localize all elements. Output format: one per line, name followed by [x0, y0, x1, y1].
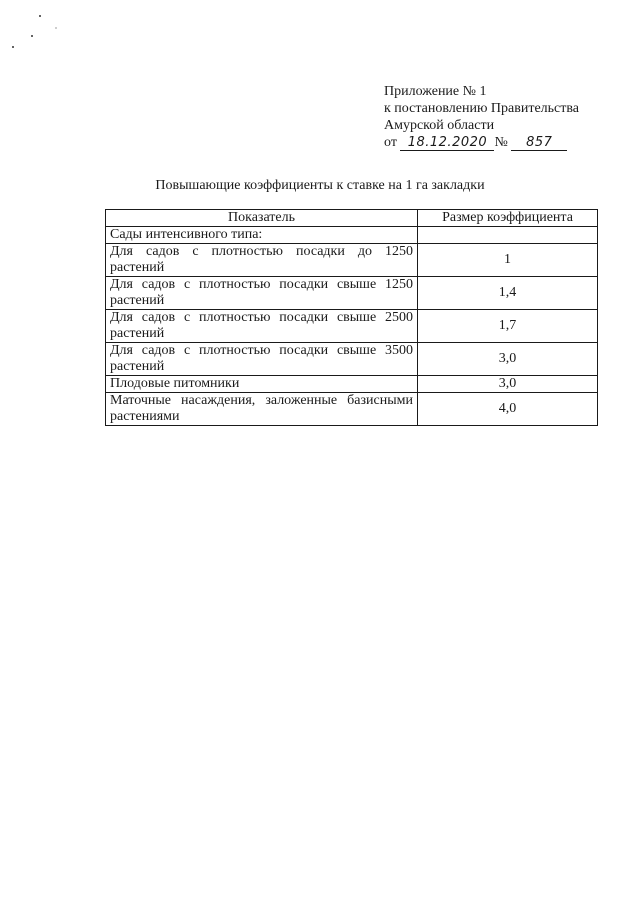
indicator-cell: Для садов с плотностью посадки свыше 2500 растений: [106, 310, 418, 343]
indicator-cell: Маточные насаждения, заложенные базисными растениями: [106, 393, 418, 426]
indicator-cell: Для садов с плотностью посадки свыше 1250 растений: [106, 277, 418, 310]
indicator-cell: Для садов с плотностью посадки до 1250 растений: [106, 244, 418, 277]
section-empty-cell: [418, 227, 598, 244]
table-row: [106, 310, 598, 343]
handwritten-number: 857: [511, 136, 567, 151]
scan-specks: [0, 0, 80, 60]
coefficient-cell: 4,0: [418, 393, 598, 426]
appendix-number: Приложение № 1: [384, 84, 487, 99]
table-header-row: [106, 210, 598, 227]
coefficients-table: [105, 209, 598, 426]
table-row: [106, 393, 598, 426]
appendix-date-line: [384, 134, 579, 151]
date-prefix: от: [384, 135, 397, 150]
table-section-row: [106, 227, 598, 244]
coefficient-cell: 3,0: [418, 343, 598, 376]
document-title: Повышающие коэффициенты к ставке на 1 га закладки: [155, 178, 485, 193]
table-row: [106, 343, 598, 376]
appendix-region: Амурской области: [384, 118, 495, 133]
coefficient-cell: 1: [418, 244, 598, 277]
handwritten-date: 18.12.2020: [400, 136, 494, 151]
indicator-cell: Плодовые питомники: [106, 376, 418, 393]
table-row: [106, 277, 598, 310]
coefficient-cell: 1,7: [418, 310, 598, 343]
section-header-cell: Сады интенсивного типа:: [106, 227, 418, 244]
number-sign: №: [494, 135, 508, 150]
column-header-coefficient: Размер коэффициента: [418, 210, 598, 227]
coefficient-cell: 1,4: [418, 277, 598, 310]
coefficient-cell: 3,0: [418, 376, 598, 393]
table-row: [106, 376, 598, 393]
indicator-cell: Для садов с плотностью посадки свыше 3500 растений: [106, 343, 418, 376]
table-row: [106, 244, 598, 277]
column-header-indicator: Показатель: [106, 210, 418, 227]
appendix-reference: к постановлению Правительства: [384, 101, 580, 116]
appendix-header: [384, 83, 579, 151]
